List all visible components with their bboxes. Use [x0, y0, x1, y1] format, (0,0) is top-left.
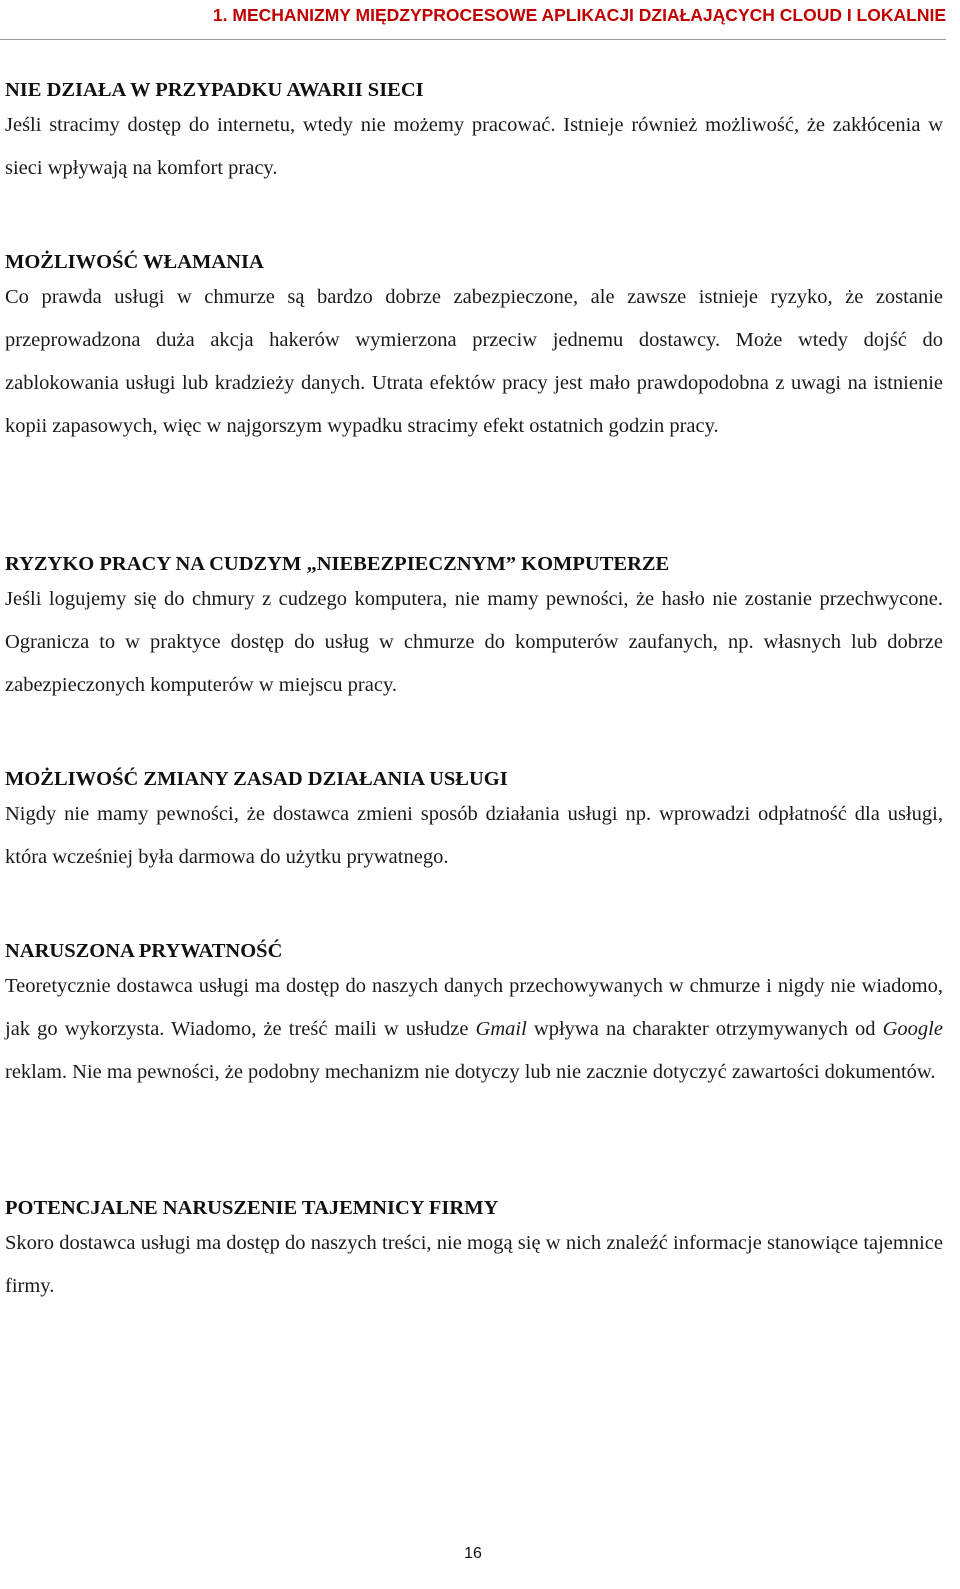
body-text-part: wpływa na charakter otrzymywanych od: [526, 1018, 883, 1040]
section-break-in: [5, 244, 943, 448]
section-privacy: [5, 933, 943, 1094]
section-network-failure: [5, 72, 943, 190]
section-body: Jeśli stracimy dostęp do internetu, wtedy nie możemy pracować. Istnieje również możliwość, że zakłócenia w sieci wpływają na komfort pracy.: [5, 114, 943, 179]
section-heading: MOŻLIWOŚĆ WŁAMANIA: [5, 251, 264, 273]
section-heading: NARUSZONA PRYWATNOŚĆ: [5, 940, 283, 962]
gmail-term: Gmail: [475, 1018, 527, 1040]
section-service-change: [5, 761, 943, 879]
page-number: 16: [464, 1545, 482, 1562]
body-text-part: Teoretycznie dostawca usługi ma dostęp do naszych danych przechowywanych w chmurze i nigdy nie wiadomo, jak go wykorzysta. Wiadomo, że treść maili w usłudze: [5, 975, 943, 1040]
section-heading: RYZYKO PRACY NA CUDZYM „NIEBEZPIECZNYM” KOMPUTERZE: [5, 553, 670, 575]
section-body: Skoro dostawca usługi ma dostęp do naszych treści, nie mogą się w nich znaleźć informacje stanowiące tajemnice firmy.: [5, 1232, 943, 1297]
section-heading: NIE DZIAŁA W PRZYPADKU AWARII SIECI: [5, 79, 424, 101]
google-term: Google: [882, 1018, 943, 1040]
section-heading: MOŻLIWOŚĆ ZMIANY ZASAD DZIAŁANIA USŁUGI: [5, 768, 508, 790]
section-heading: POTENCJALNE NARUSZENIE TAJEMNICY FIRMY: [5, 1197, 499, 1219]
section-body: Co prawda usługi w chmurze są bardzo dobrze zabezpieczone, ale zawsze istnieje ryzyko, że zostanie przeprowadzona duża akcja hakerów wymierzona przeciw jednemu dostawcy. Może wtedy dojść do zablokowania usługi lub kradzieży danych. Utrata efektów pracy jest mało prawdopodobna z uwagi na istnienie kopii zapasowych, więc w najgorszym wypadku stracimy efekt ostatnich godzin pracy.: [5, 286, 943, 437]
section-foreign-computer: [5, 546, 943, 707]
section-company-secret: [5, 1190, 943, 1308]
body-text-part: reklam. Nie ma pewności, że podobny mechanizm nie dotyczy lub nie zacznie dotyczyć zawartości dokumentów.: [5, 1061, 936, 1083]
header-divider: [0, 39, 946, 40]
running-header: 1. MECHANIZMY MIĘDZYPROCESOWE APLIKACJI DZIAŁAJĄCYCH CLOUD I LOKALNIE: [212, 5, 946, 25]
section-body: Nigdy nie mamy pewności, że dostawca zmieni sposób działania usługi np. wprowadzi odpłatność dla usługi, która wcześniej była darmowa do użytku prywatnego.: [5, 803, 943, 868]
section-body: [5, 965, 943, 1094]
section-body: Jeśli logujemy się do chmury z cudzego komputera, nie mamy pewności, że hasło nie zostanie przechwycone. Ogranicza to w praktyce dostęp do usług w chmurze do komputerów zaufanych, np. własnych lub dobrze zabezpieczonych komputerów w miejscu pracy.: [5, 588, 943, 696]
